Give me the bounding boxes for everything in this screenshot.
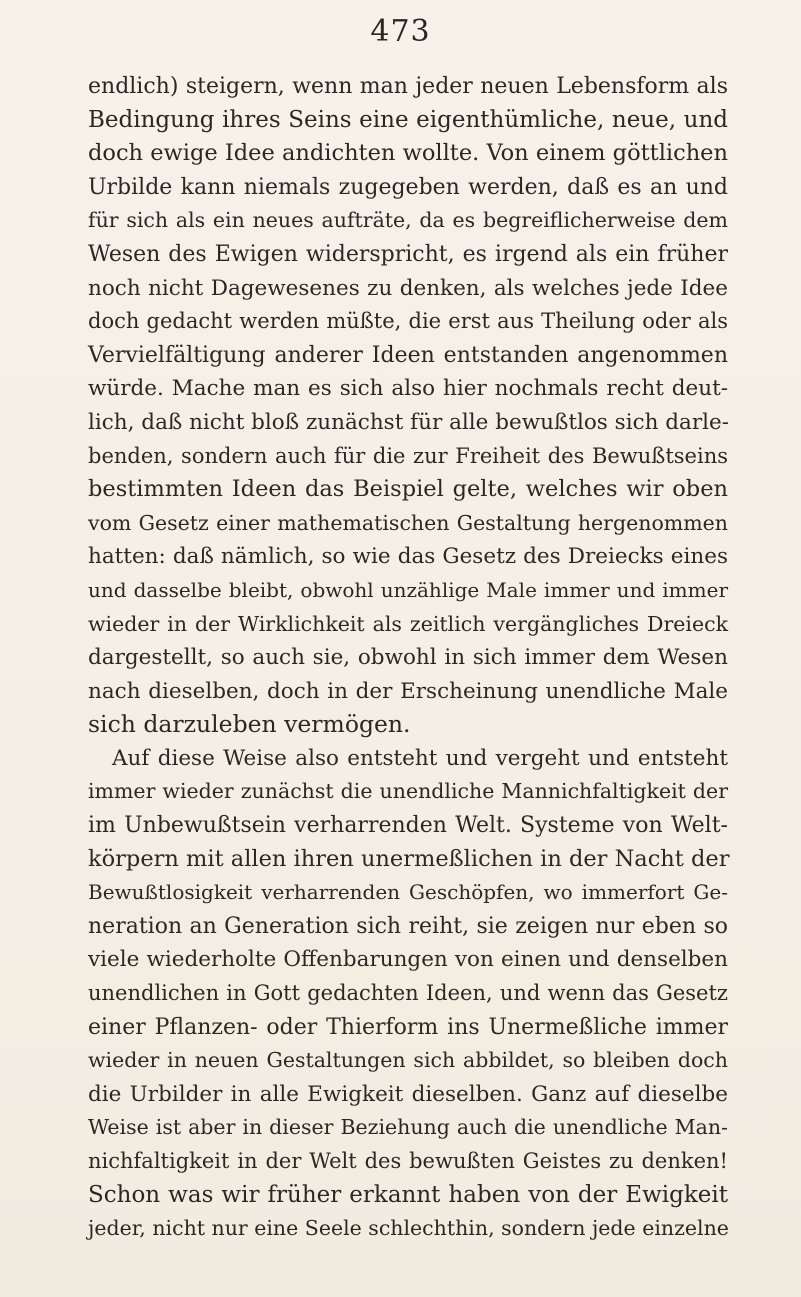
text-line: Schon was wir früher erkannt haben von der Ewigkeit [88,1181,728,1208]
text-line: unendlichen in Gott gedachten Ideen, und wenn das Gesetz [88,981,728,1006]
text-line: doch gedacht werden müßte, die erst aus Theilung oder als [88,309,728,334]
text-line: immer wieder zunächst die unendliche Mannichfaltigkeit der [88,779,728,804]
text-line: doch ewige Idee andichten wollte. Von einem göttlichen [88,140,728,167]
text-line: benden, sondern auch für die zur Freiheit des Bewußtseins [88,443,728,468]
text-line: dargestellt, so auch sie, obwohl in sich immer dem Wesen [88,645,728,671]
text-line: nichfaltigkeit in der Welt des bewußten Geistes zu denken! [88,1149,728,1173]
text-line: körpern mit allen ihren unermeßlichen in der Nacht der [88,845,730,872]
text-line: wieder in der Wirklichkeit als zeitlich vergängliches Dreieck [88,611,728,636]
text-line: Urbilde kann niemals zugegeben werden, daß es an und [88,174,728,200]
text-line: im Unbewußtsein verharrenden Welt. Systeme von Welt- [88,813,728,839]
page-number: 473 [370,14,431,49]
text-line: Bewußtlosigkeit verharrenden Geschöpfen, wo immerfort Ge- [88,880,728,905]
text-line: Auf diese Weise also entsteht und vergeht und entsteht [112,745,728,771]
text-line: nach dieselben, doch in der Erscheinung unendliche Male [88,678,728,704]
text-line: die Urbilder in alle Ewigkeit dieselben. Ganz auf dieselbe [88,1081,728,1107]
text-line: endlich) steigern, wenn man jeder neuen Lebensform als [88,74,728,99]
text-line: und dasselbe bleibt, obwohl unzählige Male immer und immer [88,577,728,602]
text-line: einer Pflanzen- oder Thierform ins Unermeßliche immer [88,1014,728,1040]
text-line: lich, daß nicht bloß zunächst für alle bewußtlos sich darle- [88,409,730,435]
body-text [88,70,728,1246]
text-line: neration an Generation sich reiht, sie zeigen nur eben so [88,913,728,939]
text-line: Wesen des Ewigen widerspricht, es irgend als ein früher [88,241,728,267]
text-line: noch nicht Dagewesenes zu denken, als welches jede Idee [88,275,728,301]
text-line: wieder in neuen Gestaltungen sich abbildet, so bleiben doch [88,1048,728,1073]
text-line: viele wiederholte Offenbarungen von einen und denselben [88,947,728,973]
text-line: vom Gesetz einer mathematischen Gestaltung hergenommen [88,510,728,535]
text-line: Bedingung ihres Seins eine eigenthümliche, neue, und [88,106,728,133]
text-line: würde. Mache man es sich also hier nochmals recht deut- [88,376,728,402]
text-line: hatten: daß nämlich, so wie das Gesetz des Dreiecks eines [88,544,728,570]
text-line: sich darzuleben vermögen. [88,710,411,739]
text-line: jeder, nicht nur eine Seele schlechthin, sondern jede einzelne [88,1216,729,1241]
text-line: Weise ist aber in dieser Beziehung auch die unendliche Man- [88,1115,728,1140]
text-line: Vervielfältigung anderer Ideen entstanden angenommen [88,342,728,368]
text-line: bestimmten Ideen das Beispiel gelte, welches wir oben [88,476,728,503]
text-line: für sich als ein neues aufträte, da es begreiflicherweise dem [88,208,728,233]
